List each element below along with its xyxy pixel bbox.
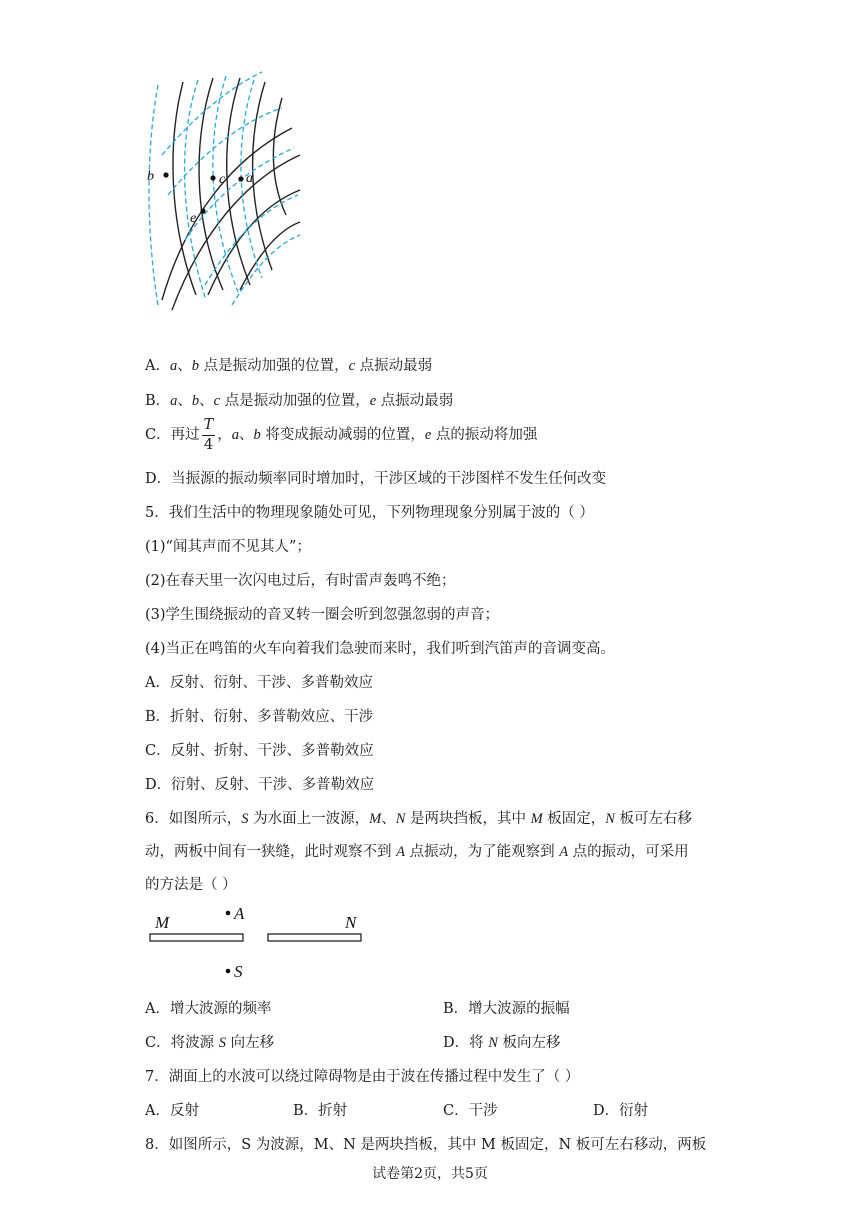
label-s-fig: S [234, 962, 243, 981]
q4-option-d: D．当振源的振动频率同时增加时，干涉区域的干涉图样不发生任何改变 [145, 471, 607, 487]
point-a [238, 176, 243, 181]
q5-stem: 5．我们生活中的物理现象随处可见，下列物理现象分别属于波的（ ） [145, 505, 594, 521]
q5-option-a: A．反射、衍射、干涉、多普勒效应 [145, 675, 373, 691]
q6-stem-line1: 6．如图所示，S 为水面上一波源，M、N 是两块挡板，其中 M 板固定，N 板可左右移 [145, 811, 693, 827]
point-s-dot [226, 969, 231, 974]
q6-option-a: A．增大波源的频率 [145, 1001, 272, 1017]
page-footer: 试卷第2页，共5页 [372, 1166, 488, 1182]
q7-option-c: C．干涉 [443, 1103, 498, 1119]
label-a-fig: A [234, 904, 245, 923]
q5-option-b: B．折射、衍射、多普勒效应、干涉 [145, 709, 374, 725]
q5-option-d: D．衍射、反射、干涉、多普勒效应 [145, 777, 375, 793]
label-e: e [190, 211, 197, 226]
fraction-t-over-4: $\frac{T}{4}$ [203, 417, 214, 453]
point-b [163, 172, 168, 177]
point-a-dot [226, 911, 231, 916]
label-c: c [219, 172, 226, 187]
q6-option-d: D．将 N 板向左移 [443, 1035, 561, 1051]
q4-option-b: B．a、b、c 点是振动加强的位置，e 点振动最弱 [145, 393, 454, 409]
q5-item-3: (3)学生围绕振动的音叉转一圈会听到忽强忽弱的声音； [145, 607, 500, 623]
q7-option-b: B．折射 [293, 1103, 348, 1119]
plate-n [268, 934, 361, 941]
q5-item-2: (2)在春天里一次闪电过后，有时雷声轰鸣不绝； [145, 573, 456, 589]
q5-item-1: (1)“闻其声而不见其人”； [145, 539, 311, 555]
q4-option-a: A．a、b 点是振动加强的位置，c 点振动最弱 [145, 358, 433, 374]
point-e [200, 208, 205, 213]
q7-stem: 7．湖面上的水波可以绕过障碍物是由于波在传播过程中发生了（ ） [145, 1069, 580, 1085]
q6-option-c: C．将波源 S 向左移 [145, 1035, 275, 1051]
plate-m [150, 934, 243, 941]
interference-figure [140, 65, 310, 315]
label-n: N [345, 913, 357, 932]
point-c [210, 175, 215, 180]
barrier-figure [140, 900, 380, 985]
q6-stem-line3: 的方法是（ ） [145, 877, 237, 893]
solid-wavefronts [162, 78, 300, 310]
q6-option-b: B．增大波源的振幅 [443, 1001, 570, 1017]
q4-option-c: C．再过 $\frac{T}{4}$ ，a、b 将变成振动减弱的位置，e 点的振动将加强 [145, 417, 538, 453]
q7-option-a: A．反射 [145, 1103, 199, 1119]
q8-stem: 8．如图所示，S 为波源，M、N 是两块挡板，其中 M 板固定，N 板可左右移动，两板 [145, 1137, 707, 1153]
label-a: a [246, 171, 253, 186]
label-b: b [147, 169, 154, 184]
q5-option-c: C．反射、折射、干涉、多普勒效应 [145, 743, 374, 759]
q7-option-d: D．衍射 [593, 1103, 649, 1119]
q5-item-4: (4)当正在鸣笛的火车向着我们急驶而来时，我们听到汽笛声的音调变高。 [145, 641, 616, 657]
label-m: M [155, 913, 170, 932]
q6-stem-line2: 动，两板中间有一狭缝，此时观察不到 A 点振动，为了能观察到 A 点的振动，可采用 [145, 844, 689, 860]
